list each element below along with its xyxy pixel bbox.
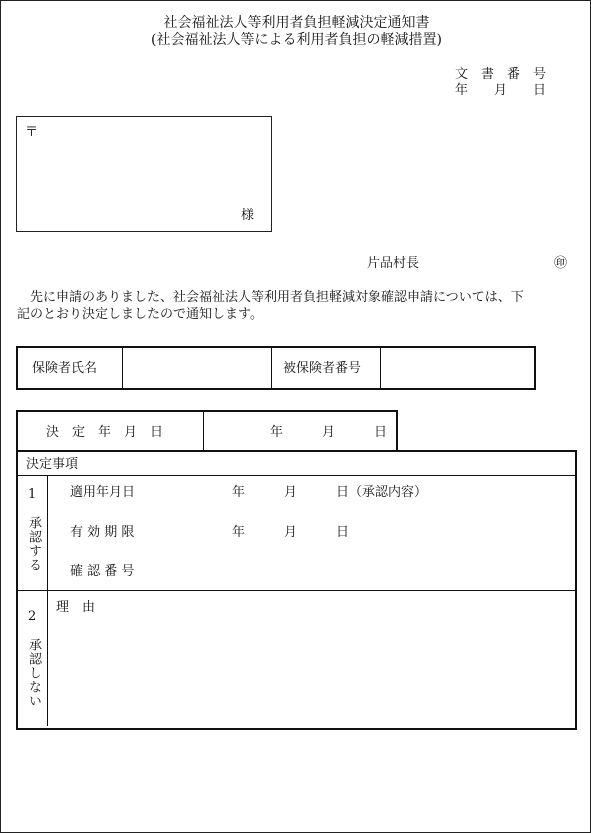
issue-date-label: 年 月 日	[455, 83, 547, 98]
issuer-name: 片品村長	[367, 256, 420, 271]
insured-number-label: 被保険者番号	[271, 348, 381, 388]
approve-number: 1	[28, 487, 37, 502]
apply-date-label: 適用年月日	[70, 485, 136, 500]
divider	[18, 590, 575, 591]
validity-value: 年 月 日	[232, 525, 350, 540]
deny-vertical-label: 承認しない	[26, 638, 41, 708]
seal-mark: ㊞	[554, 256, 568, 271]
reason-label: 理 由	[56, 600, 96, 615]
apply-date-value: 年 月 日（承認内容）	[232, 485, 428, 500]
deny-number: 2	[28, 609, 37, 624]
decision-date-value: 年 月 日	[270, 424, 388, 440]
decision-date-row	[16, 410, 398, 452]
honorific-sama: 様	[241, 208, 255, 223]
doc-number-label: 文 書 番 号	[455, 67, 547, 82]
insurer-name-value	[123, 348, 272, 388]
insurer-name-label: 保険者氏名	[18, 348, 123, 388]
decision-matters	[16, 450, 577, 730]
insured-info-table	[16, 346, 536, 390]
section-divider	[47, 475, 48, 726]
approve-vertical-label: 承認する	[26, 516, 41, 572]
postal-mark: 〒	[25, 125, 39, 140]
divider	[18, 475, 575, 476]
document-subtitle: (社会福祉法人等による利用者負担の軽減措置)	[151, 32, 442, 48]
decision-date-label: 決 定 年 月 日	[18, 412, 204, 452]
insured-number-value	[381, 348, 531, 388]
confirm-number-label: 確 認 番 号	[70, 564, 135, 579]
body-text-line-1: 先に申請のありました、社会福祉法人等利用者負担軽減対象確認申請については、下	[17, 290, 524, 305]
decision-block	[16, 410, 577, 728]
validity-label: 有 効 期 限	[70, 525, 135, 540]
body-text-line-2: 記のとおり決定しましたので通知します。	[17, 307, 263, 322]
document-title: 社会福祉法人等利用者負担軽減決定通知書	[163, 15, 430, 31]
decision-matters-label: 決定事項	[26, 457, 79, 472]
address-box	[16, 116, 272, 232]
